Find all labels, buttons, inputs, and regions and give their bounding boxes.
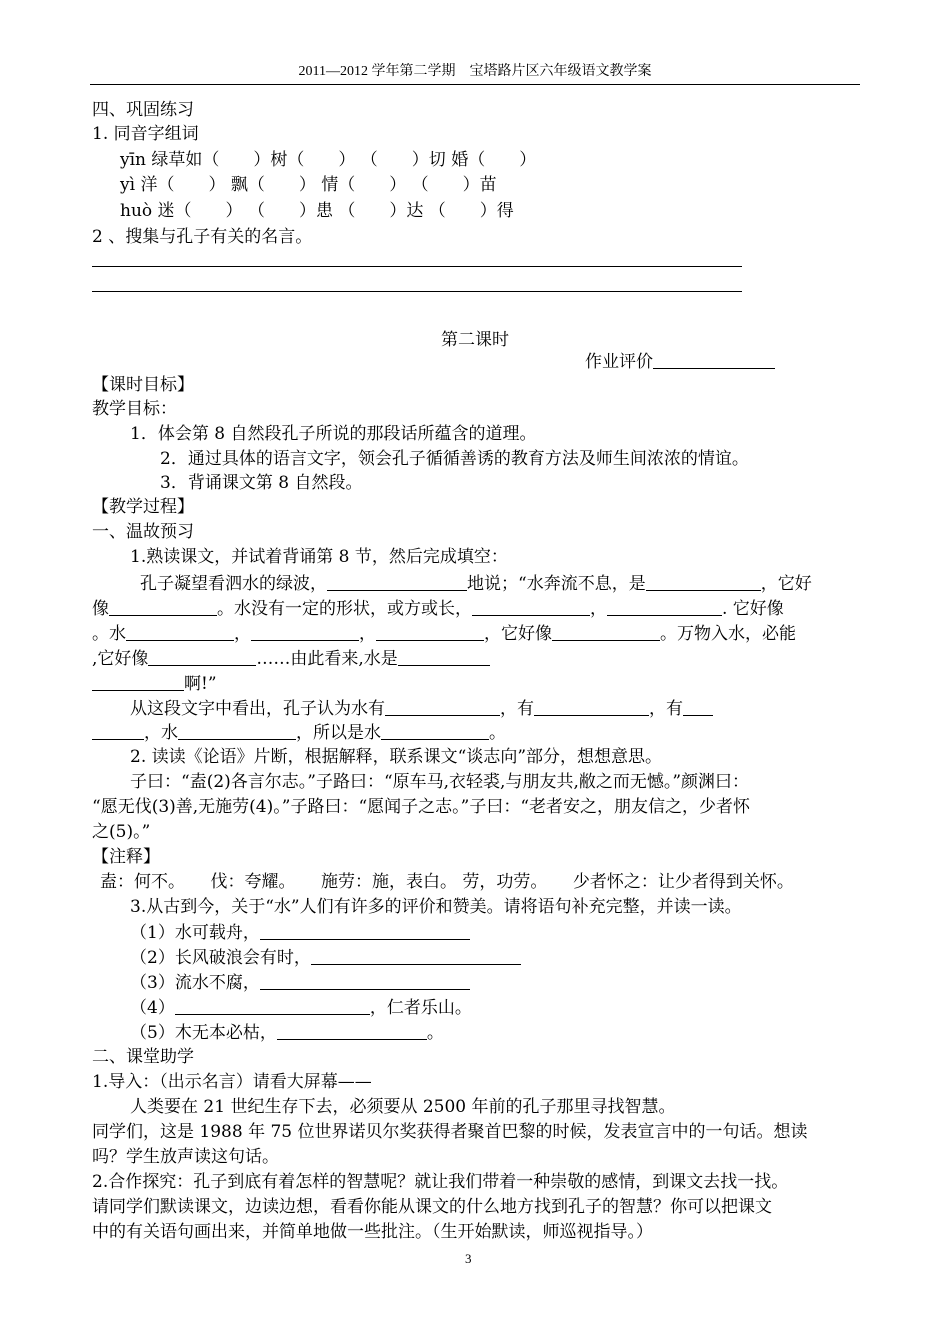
exercise-instruction: 2. 读读《论语》片断，根据解释，联系课文“谈志向”部分，想想意思。 (130, 747, 663, 767)
notes-text: 盍：何不。 伐：夸耀。 施劳：施，表白。 劳，功劳。 少者怀之：让少者得到关怀。 (100, 872, 794, 892)
blank[interactable] (607, 598, 722, 616)
water-item: （1）水可载舟， (130, 922, 470, 943)
body-text: 吗？学生放声读这句话。 (92, 1147, 279, 1167)
analects-text: 之(5)。” (92, 822, 151, 842)
blank[interactable] (178, 722, 296, 740)
header-divider (90, 84, 860, 85)
body-text: 请同学们默读课文，边读边想，看看你能从课文的什么地方找到孔子的智慧？你可以把课文 (92, 1197, 772, 1217)
water-item: （4） ，仁者乐山。 (130, 998, 472, 1018)
section-title: 四、巩固练习 (92, 100, 194, 120)
notes-title: 【注释】 (92, 847, 160, 867)
blank[interactable] (327, 573, 467, 591)
subsection-title: 一、温故预习 (92, 522, 194, 542)
homophone-row: huò 迷（ ） （ ）患 （ ）达 （ ）得 (120, 201, 514, 221)
answer-line[interactable] (92, 291, 742, 292)
blank[interactable] (381, 722, 489, 740)
homophone-row: yì 洋（ ） 飘（ ） 情（ ） （ ）苗 (120, 175, 497, 195)
lesson-title: 第二课时 (441, 330, 509, 350)
homework-evaluation (585, 351, 775, 372)
blank[interactable] (260, 922, 470, 940)
body-text: 中的有关语句画出来，并简单地做一些批注。（生开始默读，师巡视指导。） (92, 1222, 653, 1242)
body-text: 2.合作探究：孔子到底有着怎样的智慧呢？就让我们带着一种崇敬的感情，到课文去找一找。 (92, 1172, 789, 1192)
water-item: （3）流水不腐， (130, 972, 470, 993)
section-title: 【课时目标】 (92, 375, 194, 395)
subtitle: 教学目标： (92, 399, 177, 419)
blank[interactable] (552, 623, 660, 641)
homophone-row: yīn 绿草如（ ）树（ ） （ ）切 婚（ ） (120, 150, 537, 170)
analects-text: 子曰：“盍(2)各言尔志。”子路曰：“原车马,衣轻裘,与朋友共,敝之而无憾。”颜渊曰： (130, 772, 750, 792)
goal-item: 2．通过具体的语言文字，领会孔子循循善诱的教育方法及师生间浓浓的情谊。 (160, 449, 749, 469)
blank[interactable] (534, 698, 649, 716)
blank[interactable] (126, 623, 234, 641)
blank[interactable] (472, 598, 590, 616)
blank[interactable] (92, 722, 144, 740)
blank[interactable] (260, 972, 470, 990)
blank[interactable] (311, 947, 521, 965)
blank[interactable] (175, 997, 370, 1015)
blank[interactable] (376, 623, 484, 641)
exercise-instruction: 3.从古到今，关于“水”人们有许多的评价和赞美。请将语句补充完整，并读一读。 (130, 897, 742, 917)
blank[interactable] (277, 1022, 427, 1040)
blank[interactable] (385, 698, 500, 716)
analects-text: “愿无伐(3)善,无施劳(4)。”子路曰：“愿闻子之志。”子曰：“老者安之，朋友信之，少者怀 (92, 797, 751, 817)
question-title: 2 、搜集与孔子有关的名言。 (92, 227, 313, 247)
exercise-instruction: 1.熟读课文，并试着背诵第 8 节，然后完成填空： (130, 547, 508, 567)
blank[interactable] (109, 598, 217, 616)
fill-line: 。水 ， ， ，它好像 。万物入水，必能 (92, 624, 796, 644)
fill-line: 从这段文字中看出，孔子认为水有 ，有 ，有 (130, 698, 713, 719)
blank[interactable] (148, 648, 256, 666)
section-title: 【教学过程】 (92, 497, 194, 517)
page-header: 2011—2012 学年第二学期 宝塔路片区六年级语文教学案 (298, 64, 652, 79)
question-title: 1. 同音字组词 (92, 124, 199, 144)
eval-label: 作业评价 (585, 352, 653, 372)
quote-text: 人类要在 21 世纪生存下去，必须要从 2500 年前的孔子那里寻找智慧。 (130, 1097, 676, 1117)
blank[interactable] (646, 573, 761, 591)
fill-line: 像 。水没有一定的形状，或方或长， ， . 它好像 (92, 599, 784, 619)
page-number: 3 (465, 1251, 472, 1266)
blank[interactable] (251, 623, 359, 641)
fill-line: ，水 ，所以是水 。 (92, 722, 506, 743)
subsection-title: 二、课堂助学 (92, 1047, 194, 1067)
goal-item: 1．体会第 8 自然段孔子所说的那段话所蕴含的道理。 (130, 424, 537, 444)
water-item: （2）长风破浪会有时， (130, 947, 521, 968)
fill-line: 孔子凝望看泗水的绿波， 地说；“水奔流不息，是 ，它好 (140, 574, 812, 594)
body-text: 同学们，这是 1988 年 75 位世界诺贝尔奖获得者聚首巴黎的时候，发表宣言中的一句话。想读 (92, 1122, 808, 1142)
answer-line[interactable] (92, 266, 742, 267)
blank[interactable] (398, 648, 490, 666)
goal-item: 3．背诵课文第 8 自然段。 (160, 473, 363, 493)
water-item: （5）木无本必枯， 。 (130, 1023, 444, 1043)
blank[interactable] (92, 673, 184, 691)
eval-blank[interactable] (653, 351, 775, 369)
fill-line: 啊!” (92, 673, 217, 694)
body-text: 1.导入：（出示名言）请看大屏幕—— (92, 1072, 372, 1092)
blank[interactable] (683, 698, 713, 716)
fill-line: ,它好像 ……由此看来,水是 (92, 648, 490, 669)
